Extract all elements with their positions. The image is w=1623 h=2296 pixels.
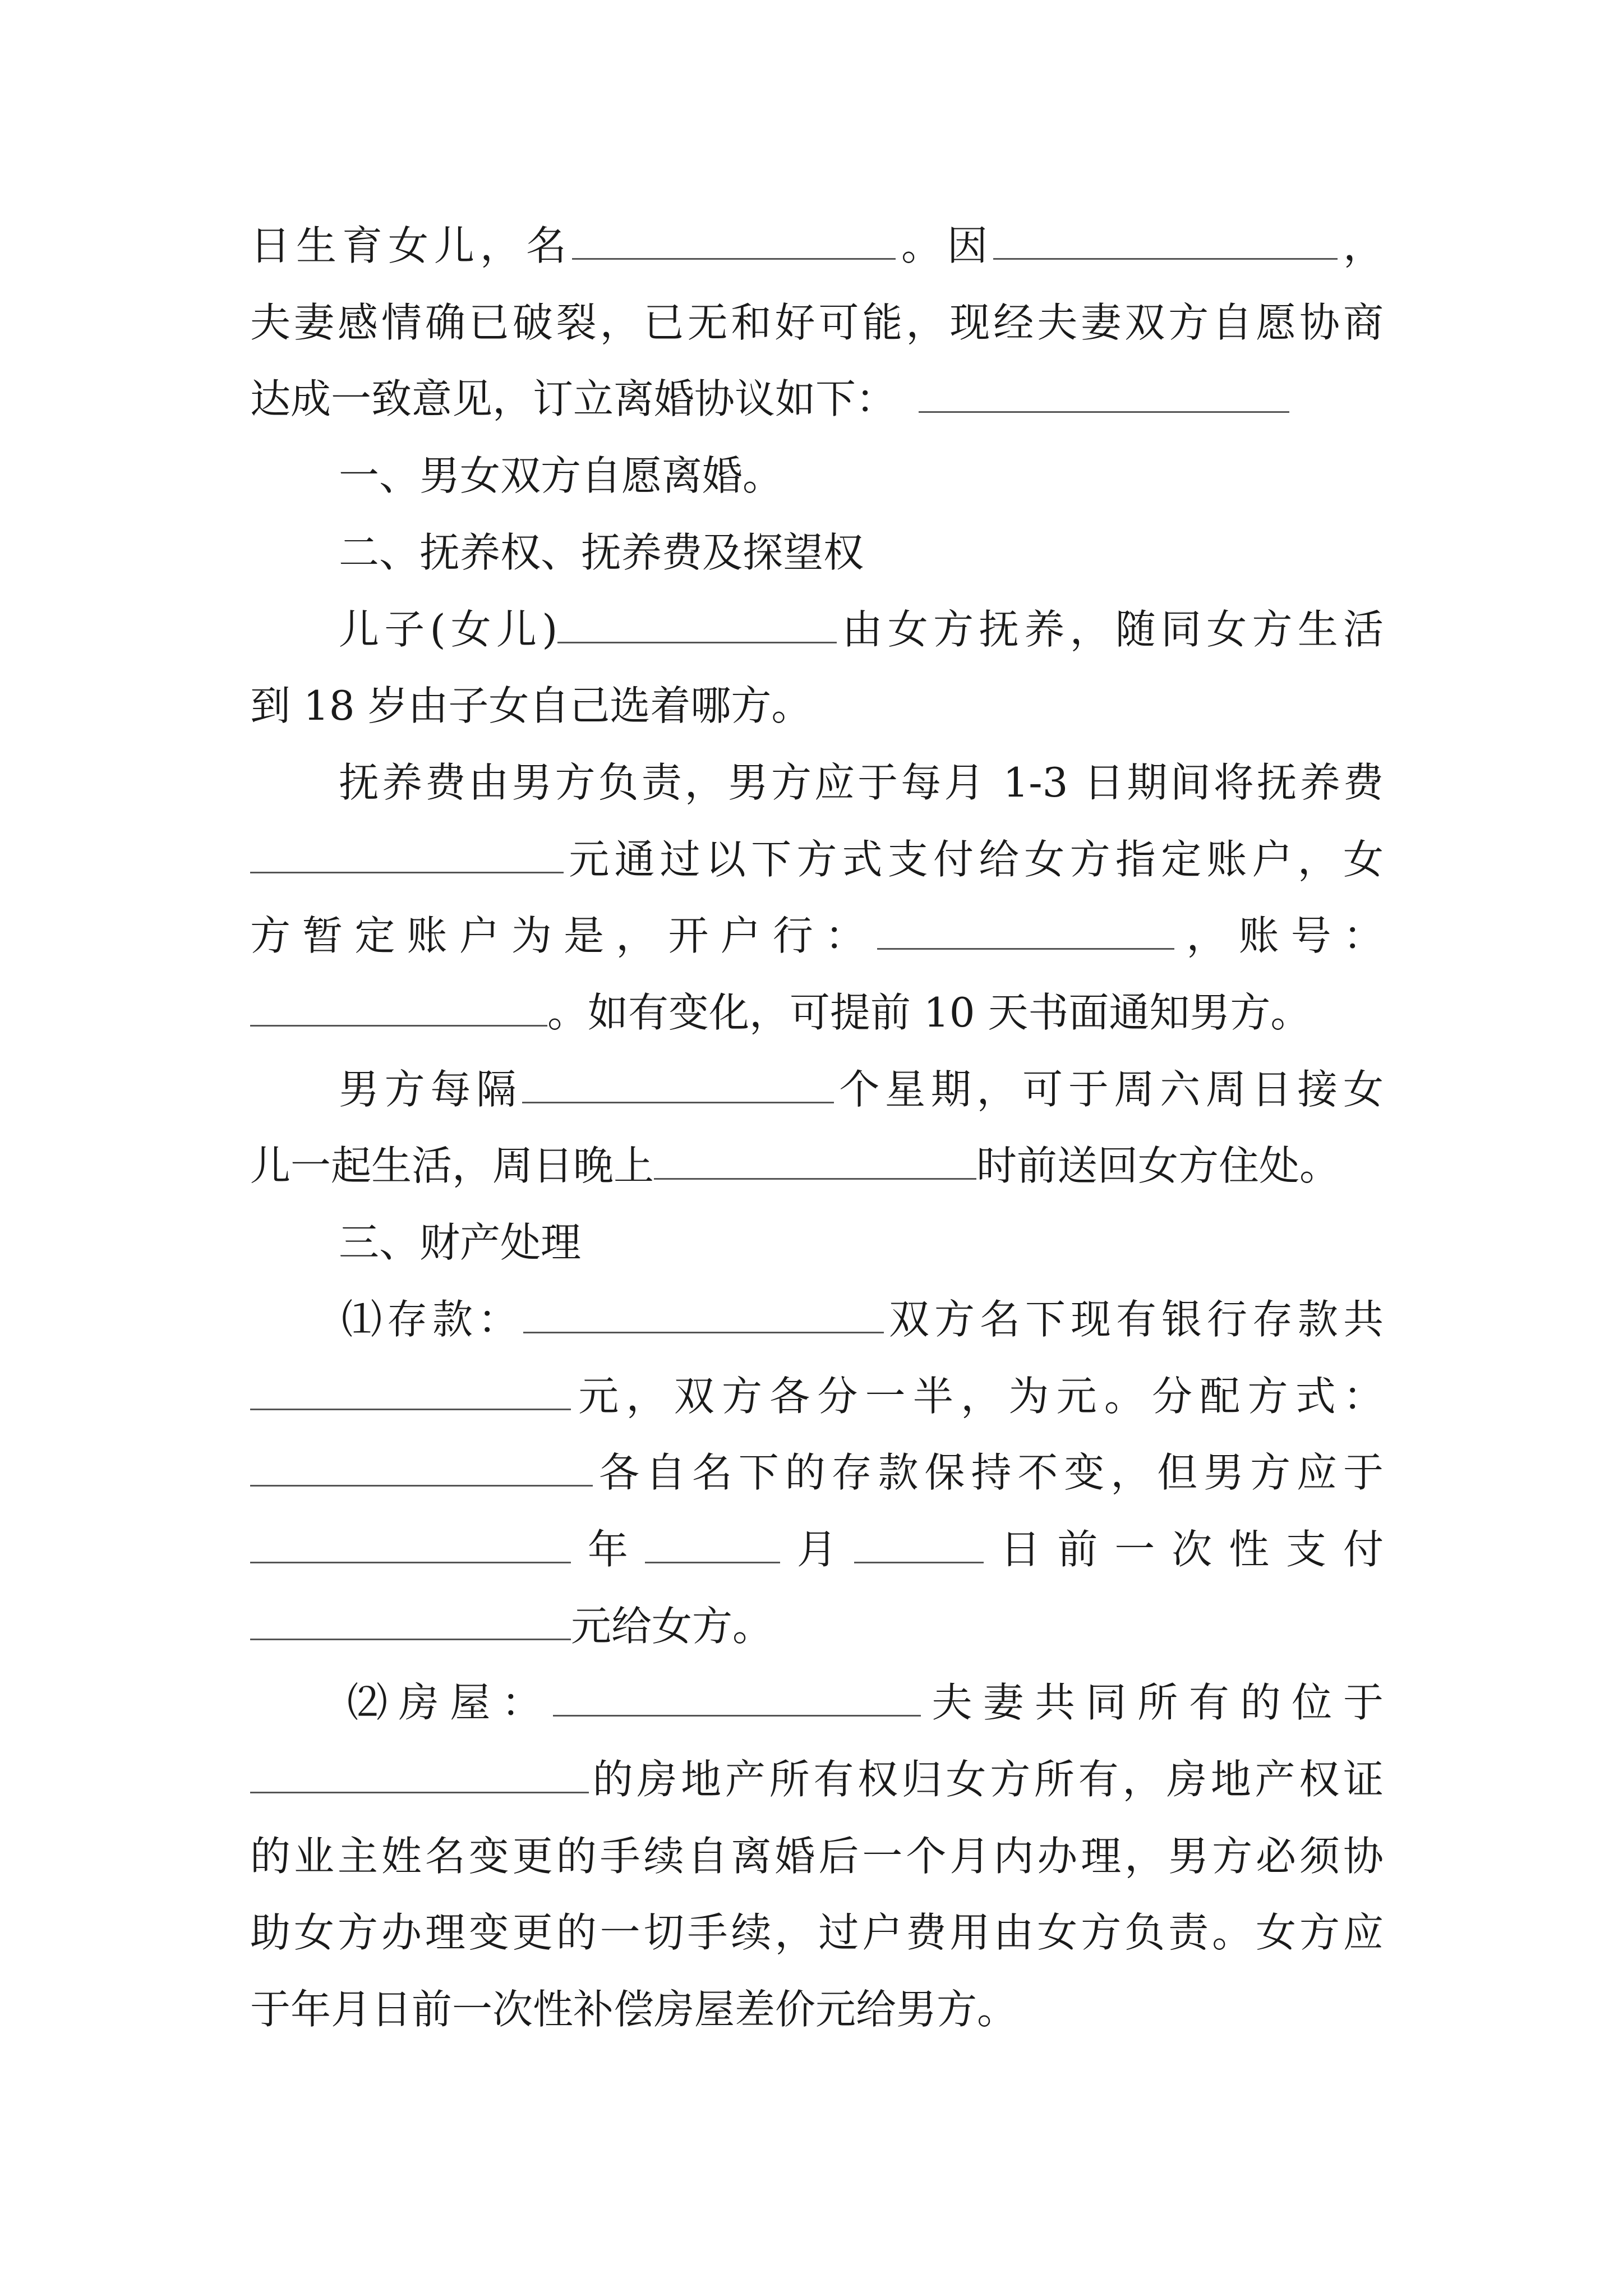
text-line	[250, 1358, 1384, 1435]
blank-field[interactable]	[522, 1067, 834, 1103]
text-fragment: 。如有变化，可提前 10 天书面通知男方。	[547, 989, 1311, 1036]
text-fragment: 男方每隔	[339, 1066, 522, 1113]
text-fragment: 由女方抚养，随同女方生活	[837, 606, 1384, 653]
blank-field[interactable]	[553, 1680, 921, 1717]
text-line	[250, 898, 1384, 974]
text-line	[250, 821, 1384, 898]
section-heading	[339, 514, 1384, 591]
text-fragment: 时前送回女方住处。	[976, 1142, 1340, 1189]
blank-field[interactable]	[250, 990, 547, 1027]
text-line	[347, 1664, 1384, 1741]
text-fragment: ⑵房屋：	[347, 1679, 553, 1726]
blank-field[interactable]	[557, 607, 837, 643]
text-line	[250, 1511, 1384, 1588]
text-fragment: 日生育女儿，名	[250, 222, 572, 269]
text-fragment: 抚养费由男方负责，男方应于每月 1-3 日期间将抚养费	[339, 759, 1384, 806]
text-fragment: 二、抚养权、抚养费及探望权	[339, 529, 864, 576]
blank-field[interactable]	[654, 1143, 976, 1180]
text-line	[250, 208, 1384, 284]
blank-field[interactable]	[523, 1297, 884, 1333]
text-line	[342, 1281, 1384, 1358]
blank-field[interactable]	[250, 837, 564, 873]
text-line	[250, 974, 1384, 1051]
text-fragment: 助女方办理变更的一切手续，过户费用由女方负责。女方应	[250, 1909, 1384, 1956]
blank-field[interactable]	[250, 1757, 589, 1793]
text-line	[250, 1434, 1384, 1511]
text-line	[250, 284, 1384, 361]
text-fragment: 元给女方。	[571, 1603, 773, 1650]
text-line	[250, 668, 1384, 744]
text-fragment: 儿子(女儿)	[339, 606, 558, 653]
text-line	[250, 1588, 1384, 1665]
text-fragment: 达成一致意见，订立离婚协议如下：	[250, 375, 897, 422]
text-line	[250, 1128, 1384, 1204]
text-line	[339, 744, 1384, 821]
blank-field[interactable]	[877, 913, 1174, 950]
text-fragment: ，账号：	[1174, 912, 1384, 959]
text-fragment: 元，双方各分一半，为元。分配方式：	[571, 1373, 1384, 1420]
text-line	[250, 361, 1384, 438]
text-fragment: 的房地产所有权归女方所有，房地产权证	[589, 1756, 1384, 1803]
text-line	[339, 591, 1384, 668]
text-fragment: 到 18 岁由子女自己选着哪方。	[250, 682, 812, 729]
text-fragment: 各自名下的存款保持不变，但男方应于	[593, 1449, 1384, 1496]
section-heading	[339, 438, 1384, 514]
text-fragment: 日前一次性支付	[983, 1526, 1384, 1573]
text-fragment: 于年月日前一次性补偿房屋差价元给男方。	[250, 1986, 1018, 2033]
text-fragment: 双方名下现有银行存款共	[884, 1296, 1384, 1343]
text-fragment: 三、财产处理	[339, 1219, 582, 1266]
blank-field[interactable]	[919, 376, 1289, 413]
blank-field[interactable]	[993, 223, 1338, 260]
text-line	[250, 1971, 1384, 2048]
blank-field[interactable]	[854, 1527, 984, 1563]
text-fragment: 。因	[895, 222, 993, 269]
text-fragment: 个星期，可于周六周日接女	[833, 1066, 1384, 1113]
text-line	[250, 1741, 1384, 1818]
text-fragment: 夫妻感情确已破裂，已无和好可能，现经夫妻双方自愿协商	[250, 299, 1384, 346]
text-fragment: 夫妻共同所有的位于	[920, 1679, 1384, 1726]
blank-field[interactable]	[250, 1374, 571, 1410]
text-fragment: ，	[1337, 222, 1384, 269]
text-fragment: 方暂定账户为是，开户行：	[250, 912, 878, 959]
text-line	[339, 1051, 1384, 1128]
blank-field[interactable]	[250, 1604, 571, 1640]
text-fragment: 儿一起生活，周日晚上	[250, 1142, 654, 1189]
text-fragment: 一、男女双方自愿离婚。	[339, 452, 783, 499]
section-heading	[339, 1204, 1384, 1281]
text-fragment: 的业主姓名变更的手续自离婚后一个月内办理，男方必须协	[250, 1833, 1384, 1880]
text-fragment: ⑴存款：	[342, 1296, 523, 1343]
text-line	[250, 1818, 1384, 1895]
blank-field[interactable]	[572, 223, 896, 260]
blank-field[interactable]	[645, 1527, 780, 1563]
text-fragment: 月	[780, 1526, 854, 1573]
blank-field[interactable]	[250, 1450, 593, 1487]
text-fragment: 元通过以下方式支付给女方指定账户，女	[564, 836, 1384, 883]
blank-field[interactable]	[250, 1527, 571, 1563]
text-line	[250, 1894, 1384, 1971]
text-fragment: 年	[571, 1526, 645, 1573]
